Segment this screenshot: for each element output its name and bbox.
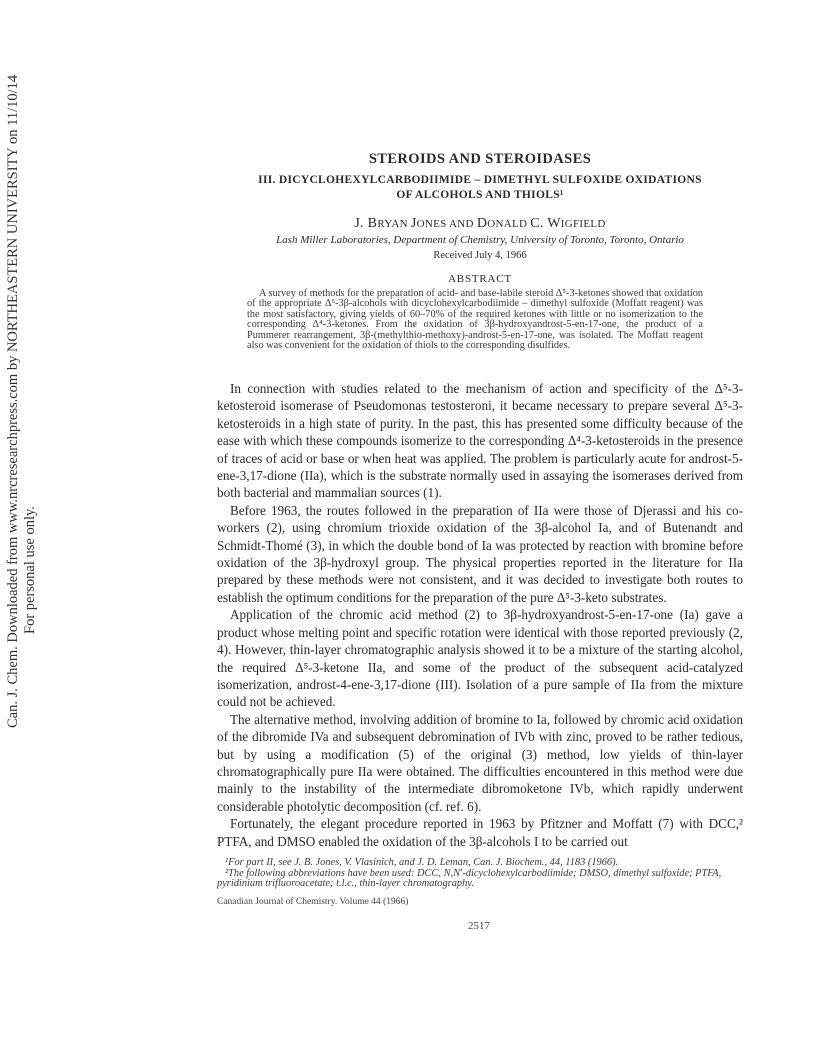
body-paragraph: Fortunately, the elegant procedure reported in 1963 by Pfitzner and Moffatt (7) with DCC,² PTFA, and DMSO enabled the oxidation of the 3β-alcohols I to be carried out xyxy=(217,816,743,849)
abstract-heading: ABSTRACT xyxy=(448,273,512,285)
author2-surname: IGFIELD xyxy=(560,218,606,230)
author1-initials: J. B xyxy=(354,216,378,231)
author1-first-name: RYAN xyxy=(377,218,411,230)
article-title-line-2: OF ALCOHOLS AND THIOLS¹ xyxy=(396,189,564,201)
page-number: 2517 xyxy=(468,920,490,932)
footnote-1: ¹For part II, see J. B. Jones, V. Vlasinich, and J. D. Leman, Can. J. Biochem., 44, 1183 (1966). xyxy=(225,857,619,868)
authors-and: AND xyxy=(446,218,477,230)
article-title xyxy=(200,173,760,203)
author2-first-name: ONALD xyxy=(487,218,531,230)
personal-use-notice: For personal use only. xyxy=(22,506,38,634)
footnotes xyxy=(217,858,743,890)
abstract-text: A survey of methods for the preparation of acid- and base-labile steroid Δ⁵-3-ketones showed that oxidation of the appropriate Δ⁵-3β-alcohols with dicyclohexylcarbodiimide – dimethyl sulfoxide (Moffatt reagent) was the most satisfactory, giving yields of 60–70% of the required ketones with little or no isomerization to the corresponding Δ⁴-3-ketones. From the oxidation of 3β-hydroxyandrost-5-en-17-one, the product of a Pummerer rearrangement, 3β-(methylthio-methoxy)-androst-5-en-17-one, was isolated. The Moffatt reagent also was convenient for the oxidation of thiols to the corresponding disulfides. xyxy=(247,288,703,352)
author1-surname-initial: J xyxy=(410,216,417,231)
received-date: Received July 4, 1966 xyxy=(433,250,527,261)
author2-initial: D xyxy=(476,216,488,231)
download-watermark xyxy=(0,74,60,728)
body-paragraph: In connection with studies related to the mechanism of action and specificity of the Δ⁵-3-ketosteroid isomerase of Pseudomonas testosteroni, it became necessary to prepare several Δ⁵-3-ketosteroids in a high state of purity. In the past, this has presented some difficulty because of the ease with which these compounds isomerize to the corresponding Δ⁴-3-ketosteroids in the presence of traces of acid or base or when heat was applied. The problem is particularly acute for androst-5-ene-3,17-dione (IIa), which is the substrate normally used in assaying the isomerases derived from both bacterial and mammalian sources (1). xyxy=(217,381,743,501)
authors xyxy=(200,216,760,232)
article-body xyxy=(217,380,743,850)
article-title-line-1: III. DICYCLOHEXYLCARBODIIMIDE – DIMETHYL SULFOXIDE OXIDATIONS xyxy=(258,174,702,186)
series-title: STEROIDS AND STEROIDASES xyxy=(368,151,592,167)
author1-surname: ONES xyxy=(416,218,447,230)
download-notice: Can. J. Chem. Downloaded from www.nrcresearchpress.com by NORTHEASTERN UNIVERSITY on 11/10/14 xyxy=(5,74,21,728)
body-paragraph: The alternative method, involving addition of bromine to Ia, followed by chromic acid oxidation of the dibromide IVa and subsequent debromination of IVb with zinc, proved to be rather tedious, but by using a modification (5) of the original (3) method, low yields of thin-layer chromatographically pure IIa were obtained. The difficulties encountered in this method were due mainly to the instability of the intermediate dibromoketone IVb, which rapidly underwent considerable photolytic decomposition (cf. ref. 6). xyxy=(217,711,743,814)
body-paragraph: Before 1963, the routes followed in the preparation of IIa were those of Djerassi and his co-workers (2), using chromium trioxide oxidation of the 3β-alcohol Ia, and of Butenandt and Schmidt-Thomé (3), in which the double bond of Ia was protected by reaction with bromine before oxidation of the 3β-hydroxyl group. The physical properties reported in the literature for IIa prepared by these methods were not consistent, and it was decided to investigate both routes to establish the optimum conditions for the preparation of the pure Δ⁵-3-keto substrates. xyxy=(217,502,743,605)
footnote-2: ²The following abbreviations have been used: DCC, N,N′-dicyclohexylcarbodiimide; DMSO, dimethyl sulfoxide; PTFA, pyridinium trifluoroacetate; t.l.c., thin-layer chromatography. xyxy=(217,867,722,889)
affiliation: Lash Miller Laboratories, Department of Chemistry, University of Toronto, Toronto, Ontario xyxy=(276,234,684,246)
author2-middle: C. W xyxy=(530,216,561,231)
body-paragraph: Application of the chromic acid method (2) to 3β-hydroxyandrost-5-en-17-one (Ia) gave a product whose melting point and specific rotation were identical with those reported previously (2, 4). However, thin-layer chromatographic analysis showed it to be a mixture of the starting alcohol, the required Δ⁵-3-ketone IIa, and some of the product of the subsequent acid-catalyzed isomerization, androst-4-ene-3,17-dione (III). Isolation of a pure sample of IIa from the mixture could not be achieved. xyxy=(217,607,743,710)
journal-citation: Canadian Journal of Chemistry. Volume 44 (1966) xyxy=(217,897,409,907)
